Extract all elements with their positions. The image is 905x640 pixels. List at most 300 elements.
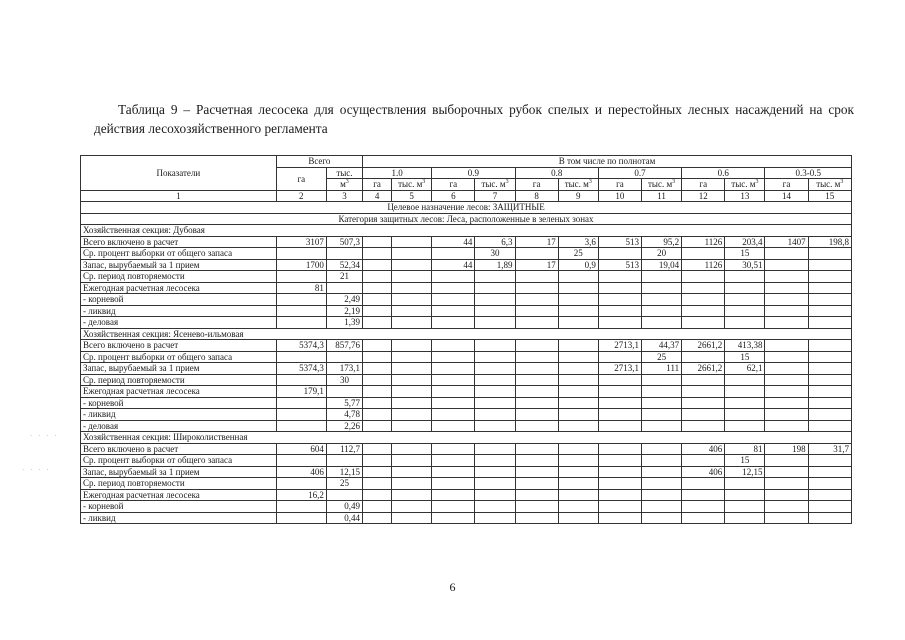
table-cell [765, 248, 808, 260]
column-number: 10 [598, 190, 641, 202]
table-cell: 12,15 [725, 466, 765, 478]
table-cell [725, 409, 765, 421]
table-cell [515, 397, 558, 409]
table-row [81, 259, 852, 271]
table-row [81, 455, 852, 467]
indicators-header: Показатели [81, 156, 277, 191]
table-cell [765, 397, 808, 409]
table-cell [363, 455, 392, 467]
table-cell [682, 420, 725, 432]
table-cell [363, 236, 392, 248]
table-cell [598, 305, 641, 317]
table-cell [682, 317, 725, 329]
table-cell [432, 351, 475, 363]
table-cell [392, 409, 432, 421]
table-cell [475, 271, 515, 283]
table-cell: 31,7 [808, 443, 851, 455]
table-cell [276, 397, 326, 409]
table-cell [515, 340, 558, 352]
table-cell: 30,51 [725, 259, 765, 271]
table-cell [363, 248, 392, 260]
total-header: Всего [276, 156, 362, 168]
table-cell: 406 [682, 466, 725, 478]
table-cell [392, 282, 432, 294]
table-cell [808, 259, 851, 271]
table-cell [432, 317, 475, 329]
table-cell [363, 420, 392, 432]
table-cell [558, 317, 598, 329]
table-cell [515, 305, 558, 317]
table-cell: 81 [725, 443, 765, 455]
table-cell: 3,6 [558, 236, 598, 248]
table-cell: 1126 [682, 259, 725, 271]
table-cell [276, 374, 326, 386]
table-cell [725, 282, 765, 294]
table-cell: 198,8 [808, 236, 851, 248]
table-cell [642, 305, 682, 317]
table-row [81, 317, 852, 329]
table-cell [598, 478, 641, 490]
section-title: Хозяйственная секция: Широколиственная [81, 432, 852, 444]
table-cell: 2661,2 [682, 363, 725, 375]
density-thous-m3-header: тыс. $м^3$ [475, 179, 515, 191]
density-header: 0.3-0.5 [765, 167, 852, 179]
row-label: - деловая [81, 420, 277, 432]
table-cell [276, 512, 326, 524]
table-cell [392, 351, 432, 363]
total-m3-header: $м^3$ [326, 179, 362, 191]
table-cell [558, 294, 598, 306]
purpose-row [81, 202, 852, 214]
table-cell [642, 386, 682, 398]
table-cell [392, 374, 432, 386]
including-header: В том числе по полнотам [363, 156, 852, 168]
table-cell: 44,37 [642, 340, 682, 352]
table-cell [475, 363, 515, 375]
table-cell [642, 478, 682, 490]
table-cell [642, 397, 682, 409]
table-cell [558, 374, 598, 386]
table-cell [515, 466, 558, 478]
table-cell: 413,38 [725, 340, 765, 352]
table-cell [475, 317, 515, 329]
table-cell [558, 397, 598, 409]
table-cell [392, 397, 432, 409]
table-cell [682, 489, 725, 501]
table-cell [765, 363, 808, 375]
table-cell [765, 466, 808, 478]
row-label: - ликвид [81, 409, 277, 421]
table-cell: 12,15 [326, 466, 362, 478]
row-label: - ликвид [81, 305, 277, 317]
table-cell [765, 386, 808, 398]
table-cell [475, 455, 515, 467]
header-row-1 [81, 156, 852, 168]
table-cell [682, 501, 725, 513]
table-cell [765, 501, 808, 513]
table-cell [363, 363, 392, 375]
table-cell [326, 248, 362, 260]
table-cell [642, 443, 682, 455]
table-cell [558, 443, 598, 455]
column-number: 2 [276, 190, 326, 202]
table-cell [326, 351, 362, 363]
table-cell [432, 271, 475, 283]
table-cell [598, 420, 641, 432]
table-cell: 198 [765, 443, 808, 455]
table-cell [808, 294, 851, 306]
table-cell [808, 455, 851, 467]
table-cell [808, 305, 851, 317]
table-cell [392, 294, 432, 306]
density-thous-m3-header: тыс. $м^3$ [558, 179, 598, 191]
table-cell: 30 [326, 374, 362, 386]
table-cell [515, 420, 558, 432]
table-cell [558, 512, 598, 524]
table-cell [475, 466, 515, 478]
density-thous-m3-header: тыс. $м^3$ [392, 179, 432, 191]
row-label: - деловая [81, 317, 277, 329]
section-row [81, 328, 852, 340]
table-cell [515, 363, 558, 375]
table-cell [475, 512, 515, 524]
table-cell [276, 501, 326, 513]
table-cell: 25 [326, 478, 362, 490]
table-cell [725, 386, 765, 398]
row-label: Ежегодная расчетная лесосека [81, 386, 277, 398]
table-cell: 4,78 [326, 409, 362, 421]
table-cell [432, 282, 475, 294]
table-cell [475, 282, 515, 294]
table-cell [808, 420, 851, 432]
table-cell [682, 351, 725, 363]
table-cell [765, 489, 808, 501]
table-cell [432, 340, 475, 352]
density-ga-header: га [765, 179, 808, 191]
table-cell [363, 489, 392, 501]
table-cell [682, 386, 725, 398]
table-cell [392, 317, 432, 329]
table-cell [808, 317, 851, 329]
table-cell [765, 455, 808, 467]
table-cell [808, 248, 851, 260]
table-cell [432, 409, 475, 421]
column-number: 15 [808, 190, 851, 202]
table-cell [363, 305, 392, 317]
table-cell [682, 271, 725, 283]
table-row [81, 271, 852, 283]
column-number: 13 [725, 190, 765, 202]
table-cell: 0,9 [558, 259, 598, 271]
density-header: 1.0 [363, 167, 432, 179]
table-cell: 2713,1 [598, 363, 641, 375]
table-cell [808, 397, 851, 409]
table-cell [682, 397, 725, 409]
table-cell [326, 489, 362, 501]
row-label: Всего включено в расчет [81, 340, 277, 352]
table-cell [276, 351, 326, 363]
row-label: Ср. процент выборки от общего запаса [81, 351, 277, 363]
table-cell: 1,89 [475, 259, 515, 271]
table-cell [765, 294, 808, 306]
table-cell: 62,1 [725, 363, 765, 375]
row-label: Ср. процент выборки от общего запаса [81, 455, 277, 467]
section-row [81, 225, 852, 237]
total-thous-header: тыс. [326, 167, 362, 179]
table-cell [725, 489, 765, 501]
table-cell: 44 [432, 259, 475, 271]
table-cell [808, 512, 851, 524]
table-cell [558, 466, 598, 478]
table-cell [558, 305, 598, 317]
table-cell [808, 282, 851, 294]
table-cell: 173,1 [326, 363, 362, 375]
table-cell [392, 478, 432, 490]
table-cell [765, 478, 808, 490]
table-cell [515, 489, 558, 501]
table-cell [598, 455, 641, 467]
table-cell [515, 317, 558, 329]
table-cell [808, 363, 851, 375]
category-line: Категория защитных лесов: Леса, расположенные в зеленых зонах [81, 213, 852, 225]
table-cell: 81 [276, 282, 326, 294]
table-cell [515, 512, 558, 524]
row-label: Ежегодная расчетная лесосека [81, 282, 277, 294]
table-row [81, 397, 852, 409]
table-cell: 2,49 [326, 294, 362, 306]
table-row [81, 236, 852, 248]
table-cell [515, 455, 558, 467]
table-cell: 0,49 [326, 501, 362, 513]
table-cell [432, 501, 475, 513]
table-cell: 112,7 [326, 443, 362, 455]
row-label: Ср. период повторяемости [81, 374, 277, 386]
table-cell [808, 351, 851, 363]
table-cell [276, 455, 326, 467]
row-label: Запас, вырубаемый за 1 прием [81, 259, 277, 271]
table-cell [475, 386, 515, 398]
table-cell [598, 374, 641, 386]
table-cell [642, 420, 682, 432]
section-title: Хозяйственная секция: Ясенево-ильмовая [81, 328, 852, 340]
table-cell [808, 271, 851, 283]
table-cell [475, 374, 515, 386]
row-label: Всего включено в расчет [81, 443, 277, 455]
table-cell: 1700 [276, 259, 326, 271]
table-cell [515, 409, 558, 421]
table-cell [558, 271, 598, 283]
table-cell [432, 294, 475, 306]
table-cell [682, 512, 725, 524]
table-cell: 2661,2 [682, 340, 725, 352]
table-cell: 1126 [682, 236, 725, 248]
table-cell [515, 478, 558, 490]
table-cell [558, 420, 598, 432]
table-cell [363, 466, 392, 478]
table-cell: 203,4 [725, 236, 765, 248]
column-number-row [81, 190, 852, 202]
table-row [81, 363, 852, 375]
table-cell [682, 282, 725, 294]
table-cell [765, 259, 808, 271]
table-row [81, 374, 852, 386]
table-cell: 52,34 [326, 259, 362, 271]
table-cell: 406 [682, 443, 725, 455]
row-label: - корневой [81, 501, 277, 513]
table-cell [363, 271, 392, 283]
table-cell [432, 478, 475, 490]
table-cell: 3107 [276, 236, 326, 248]
table-cell: 15 [725, 455, 765, 467]
table-cell [765, 305, 808, 317]
table-cell [765, 409, 808, 421]
table-cell [598, 248, 641, 260]
table-cell: 1407 [765, 236, 808, 248]
table-cell [392, 455, 432, 467]
column-number: 12 [682, 190, 725, 202]
table-cell [363, 512, 392, 524]
table-cell [765, 512, 808, 524]
table-cell [642, 294, 682, 306]
table-cell [765, 271, 808, 283]
table-cell [276, 409, 326, 421]
table-cell [392, 236, 432, 248]
total-ga-header: га [276, 167, 326, 190]
table-cell [765, 374, 808, 386]
table-cell [392, 501, 432, 513]
table-cell [808, 409, 851, 421]
table-cell [475, 294, 515, 306]
table-cell [725, 294, 765, 306]
table-cell [598, 409, 641, 421]
table-cell [363, 409, 392, 421]
table-cell: 1,39 [326, 317, 362, 329]
table-cell [725, 271, 765, 283]
table-cell: 0,44 [326, 512, 362, 524]
table-cell [765, 351, 808, 363]
table-row [81, 466, 852, 478]
density-thous-m3-header: тыс. $м^3$ [725, 179, 765, 191]
table-row [81, 294, 852, 306]
table-cell: 5,77 [326, 397, 362, 409]
density-thous-m3-header: тыс. $м^3$ [808, 179, 851, 191]
table-cell [515, 271, 558, 283]
table-cell [558, 351, 598, 363]
table-cell [326, 455, 362, 467]
table-cell [475, 305, 515, 317]
row-label: Ср. период повторяемости [81, 271, 277, 283]
row-label: Ср. период повторяемости [81, 478, 277, 490]
table-cell [682, 478, 725, 490]
table-cell [682, 294, 725, 306]
table-cell [765, 282, 808, 294]
table-cell [392, 420, 432, 432]
table-cell: 44 [432, 236, 475, 248]
table-cell [808, 478, 851, 490]
density-header: 0.9 [432, 167, 515, 179]
column-number: 8 [515, 190, 558, 202]
table-cell [558, 409, 598, 421]
table-cell [363, 282, 392, 294]
table-cell [558, 386, 598, 398]
table-cell [432, 443, 475, 455]
table-cell [392, 386, 432, 398]
table-cell [326, 282, 362, 294]
table-cell [642, 271, 682, 283]
table-cell: 19,04 [642, 259, 682, 271]
table-cell [682, 374, 725, 386]
table-cell [515, 386, 558, 398]
row-label: Ежегодная расчетная лесосека [81, 489, 277, 501]
table-cell [363, 397, 392, 409]
table-cell [725, 305, 765, 317]
density-header: 0.6 [682, 167, 765, 179]
table-row [81, 409, 852, 421]
table-cell [515, 282, 558, 294]
row-label: - ликвид [81, 512, 277, 524]
table-cell [765, 420, 808, 432]
table-cell: 17 [515, 259, 558, 271]
table-cell [558, 363, 598, 375]
table-cell [392, 248, 432, 260]
table-cell: 21 [326, 271, 362, 283]
table-cell [475, 340, 515, 352]
table-cell [432, 374, 475, 386]
table-cell [475, 420, 515, 432]
table-cell [432, 420, 475, 432]
table-cell [475, 478, 515, 490]
table-cell [432, 363, 475, 375]
table-cell [392, 443, 432, 455]
table-cell [642, 455, 682, 467]
page-number: 6 [449, 580, 456, 594]
table-cell [475, 489, 515, 501]
table-cell [515, 501, 558, 513]
table-row [81, 512, 852, 524]
table-cell [598, 271, 641, 283]
table-cell: 25 [642, 351, 682, 363]
column-number: 11 [642, 190, 682, 202]
table-cell [392, 466, 432, 478]
table-cell [392, 340, 432, 352]
table-cell: 15 [725, 248, 765, 260]
table-cell: 507,3 [326, 236, 362, 248]
table-row [81, 420, 852, 432]
table-cell [642, 501, 682, 513]
table-row [81, 351, 852, 363]
table-cell [558, 340, 598, 352]
table-cell [392, 305, 432, 317]
table-row [81, 305, 852, 317]
table-cell: 513 [598, 259, 641, 271]
table-cell [808, 501, 851, 513]
table-cell: 179,1 [276, 386, 326, 398]
row-label: Ср. процент выборки от общего запаса [81, 248, 277, 260]
table-cell [558, 455, 598, 467]
table-cell: 20 [642, 248, 682, 260]
table-cell [363, 259, 392, 271]
table-cell: 2713,1 [598, 340, 641, 352]
table-cell: 5374,3 [276, 340, 326, 352]
table-cell [515, 443, 558, 455]
table-cell [725, 512, 765, 524]
table-cell: 857,76 [326, 340, 362, 352]
table-cell [725, 478, 765, 490]
table-cell [276, 317, 326, 329]
table-cell [432, 466, 475, 478]
table-cell [642, 409, 682, 421]
table-cell [475, 409, 515, 421]
